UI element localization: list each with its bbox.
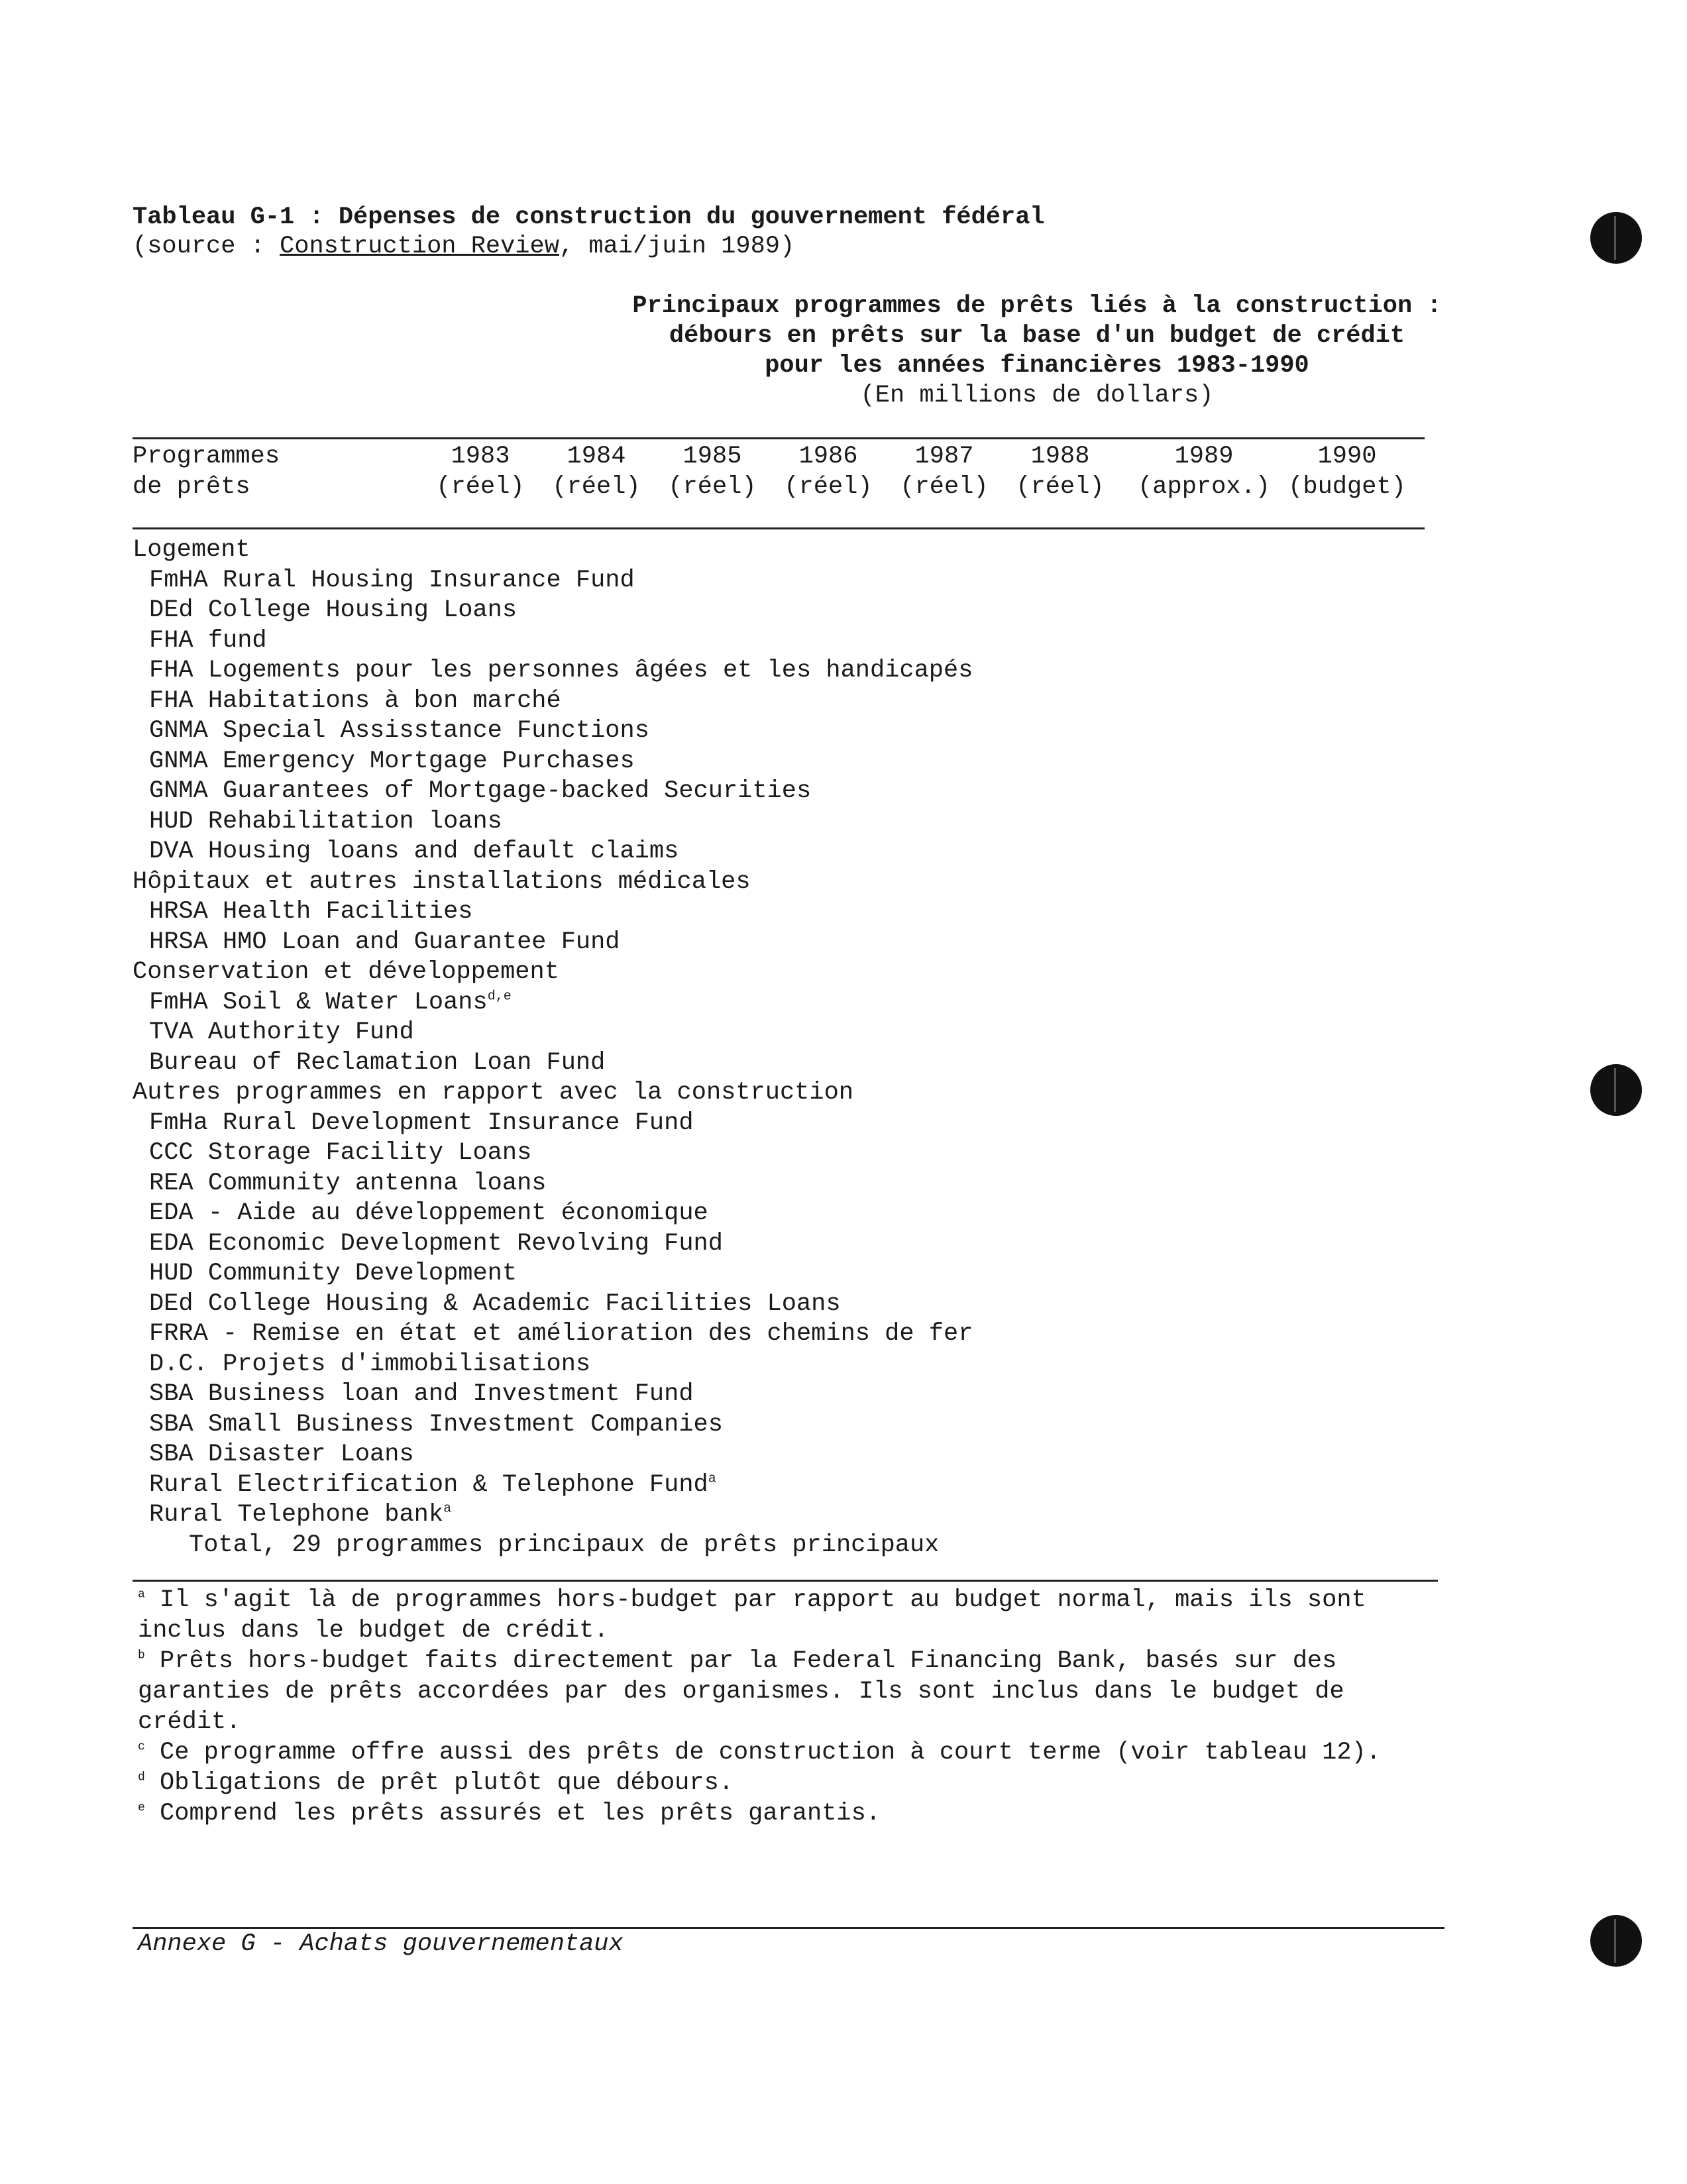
program-label: GNMA Guarantees of Mortgage-backed Securities <box>149 777 812 805</box>
column-status: (réel) <box>668 473 757 501</box>
source-prefix: (source : <box>133 233 280 260</box>
program-row <box>133 1229 973 1260</box>
column-status: (réel) <box>900 473 989 501</box>
column-header-1990 <box>1284 441 1410 502</box>
program-row <box>133 596 973 626</box>
column-status: (réel) <box>1016 473 1105 501</box>
column-header-1985 <box>649 441 775 502</box>
program-label: HUD Rehabilitation loans <box>149 807 502 836</box>
footnote <box>138 1585 1443 1646</box>
program-label: HRSA HMO Loan and Guarantee Fund <box>149 928 620 956</box>
program-row <box>133 686 973 717</box>
program-label: Total, 29 programmes principaux de prêts principaux <box>189 1531 940 1559</box>
footnote <box>138 1798 1443 1829</box>
footnotes <box>138 1585 1443 1829</box>
program-label: REA Community antenna loans <box>149 1169 547 1197</box>
column-status: (réel) <box>552 473 641 501</box>
column-header-programmes-line2: de prêts <box>133 473 250 501</box>
punch-hole-icon <box>1590 1915 1642 1967</box>
footnote-mark: b <box>138 1649 145 1663</box>
footnote-mark: c <box>138 1740 145 1754</box>
column-header-1986 <box>765 441 891 502</box>
program-label: Conservation et développement <box>133 958 559 986</box>
program-row <box>133 1199 973 1229</box>
program-row <box>133 566 973 596</box>
category-heading <box>133 535 973 566</box>
column-status: (approx.) <box>1138 473 1270 501</box>
program-row <box>133 1500 973 1531</box>
program-label: SBA Business loan and Investment Fund <box>149 1380 694 1408</box>
program-label: SBA Small Business Investment Companies <box>149 1410 723 1439</box>
program-label: SBA Disaster Loans <box>149 1441 414 1468</box>
column-year: 1990 <box>1317 443 1377 470</box>
program-row <box>133 747 973 777</box>
program-list <box>133 535 973 1560</box>
program-row <box>133 1138 973 1169</box>
subtitle-line-1: Principaux programmes de prêts liés à la construction : <box>632 292 1442 320</box>
source-publication: Construction Review <box>280 233 559 260</box>
subtitle-line-2: débours en prêts sur la base d'un budget de crédit <box>669 322 1405 350</box>
program-row <box>133 1259 973 1289</box>
program-row <box>133 777 973 807</box>
program-label: Autres programmes en rapport avec la construction <box>133 1079 853 1107</box>
program-label: Hôpitaux et autres installations médicales <box>133 867 751 896</box>
program-label: DEd College Housing & Academic Facilities Loans <box>149 1289 841 1318</box>
column-status: (budget) <box>1288 473 1406 501</box>
footnote <box>138 1768 1443 1798</box>
program-row <box>133 656 973 686</box>
footnote-mark: a <box>138 1588 145 1602</box>
category-heading <box>133 957 973 988</box>
table-top-rule <box>133 437 1425 439</box>
program-label: Rural Telephone bank <box>149 1501 444 1529</box>
column-year: 1985 <box>682 443 742 470</box>
column-header-programmes-line1: Programmes <box>133 443 280 470</box>
program-label: CCC Storage Facility Loans <box>149 1139 532 1167</box>
footnote-marker: a <box>708 1471 716 1487</box>
program-row <box>133 988 973 1018</box>
program-label: Bureau of Reclamation Loan Fund <box>149 1048 606 1077</box>
program-label: Logement <box>133 536 250 564</box>
footnote-marker: d,e <box>487 989 512 1005</box>
program-row <box>133 1109 973 1139</box>
footnote-mark: e <box>138 1801 145 1815</box>
program-label: DVA Housing loans and default claims <box>149 838 679 865</box>
program-label: FRRA - Remise en état et amélioration des chemins de fer <box>149 1320 973 1348</box>
program-row <box>133 1169 973 1199</box>
source-suffix: , mai/juin 1989) <box>559 233 795 260</box>
source-line <box>133 235 794 259</box>
column-status: (réel) <box>436 473 525 501</box>
column-year: 1984 <box>567 443 626 470</box>
program-label: GNMA Emergency Mortgage Purchases <box>149 747 635 775</box>
table-header-rule <box>133 527 1425 529</box>
program-row <box>133 1289 973 1320</box>
program-label: EDA - Aide au développement économique <box>149 1199 708 1227</box>
program-row <box>133 626 973 657</box>
subtitle-units: (En millions de dollars) <box>860 382 1214 410</box>
column-year: 1983 <box>451 443 510 470</box>
program-label: EDA Economic Development Revolving Fund <box>149 1229 723 1258</box>
program-label: FHA fund <box>149 626 267 655</box>
program-label: D.C. Projets d'immobilisations <box>149 1350 591 1378</box>
program-row <box>133 807 973 838</box>
program-label: TVA Authority Fund <box>149 1018 414 1046</box>
program-label: HRSA Health Facilities <box>149 898 473 926</box>
program-label: FHA Habitations à bon marché <box>149 686 561 715</box>
category-heading <box>133 1078 973 1109</box>
column-header-programmes <box>133 441 331 502</box>
category-heading <box>133 867 973 898</box>
program-row <box>133 1380 973 1410</box>
footnote-text: Obligations de prêt plutôt que débours. <box>160 1769 734 1797</box>
punch-hole-icon <box>1590 212 1642 264</box>
program-row <box>133 837 973 867</box>
column-year: 1986 <box>798 443 858 470</box>
column-header-1984 <box>533 441 659 502</box>
column-header-1983 <box>417 441 543 502</box>
footnote-text: Ce programme offre aussi des prêts de construction à court terme (voir tableau 12). <box>160 1739 1381 1767</box>
program-label: FmHA Soil & Water Loans <box>149 988 488 1016</box>
program-row <box>133 1319 973 1350</box>
program-row <box>133 1410 973 1441</box>
program-row <box>133 1350 973 1380</box>
program-label: DEd College Housing Loans <box>149 596 517 624</box>
program-row <box>133 928 973 958</box>
column-year: 1988 <box>1030 443 1090 470</box>
column-year: 1987 <box>914 443 974 470</box>
program-row <box>133 1018 973 1048</box>
column-year: 1989 <box>1174 443 1234 470</box>
footnote-text: Comprend les prêts assurés et les prêts garantis. <box>160 1800 881 1828</box>
program-row <box>133 1048 973 1079</box>
program-row <box>133 716 973 747</box>
program-row <box>133 1440 973 1470</box>
footnote <box>138 1737 1443 1768</box>
column-status: (réel) <box>784 473 873 501</box>
program-label: FmHa Rural Development Insurance Fund <box>149 1109 694 1137</box>
footnote <box>138 1646 1443 1737</box>
footnote-rule <box>133 1580 1438 1582</box>
program-label: Rural Electrification & Telephone Fund <box>149 1470 708 1499</box>
program-label: HUD Community Development <box>149 1260 517 1287</box>
footnote-marker: a <box>443 1501 452 1517</box>
punch-hole-icon <box>1590 1064 1642 1116</box>
footer-rule <box>133 1927 1444 1929</box>
program-row <box>133 1470 973 1501</box>
column-header-1987 <box>881 441 1007 502</box>
program-row <box>133 897 973 928</box>
subtitle-line-3: pour les années financières 1983-1990 <box>765 352 1309 380</box>
table-title: Tableau G-1 : Dépenses de construction du gouvernement fédéral <box>133 203 1045 231</box>
column-header-1989 <box>1121 441 1287 502</box>
program-label: FmHA Rural Housing Insurance Fund <box>149 566 635 594</box>
program-label: FHA Logements pour les personnes âgées et les handicapés <box>149 657 973 684</box>
program-label: GNMA Special Assisstance Functions <box>149 717 649 745</box>
footnote-mark: d <box>138 1771 145 1784</box>
footnote-text: Prêts hors-budget faits directement par la Federal Financing Bank, basés sur des garanties de prêts accordées par des organismes. Ils sont inclus dans le budget de crédit. <box>138 1647 1344 1736</box>
footnote-text: Il s'agit là de programmes hors-budget par rapport au budget normal, mais ils sont inclus dans le budget de crédit. <box>138 1586 1366 1645</box>
column-header-1988 <box>997 441 1123 502</box>
footer-text: Annexe G - Achats gouvernementaux <box>138 1930 624 1958</box>
total-row <box>133 1531 973 1561</box>
